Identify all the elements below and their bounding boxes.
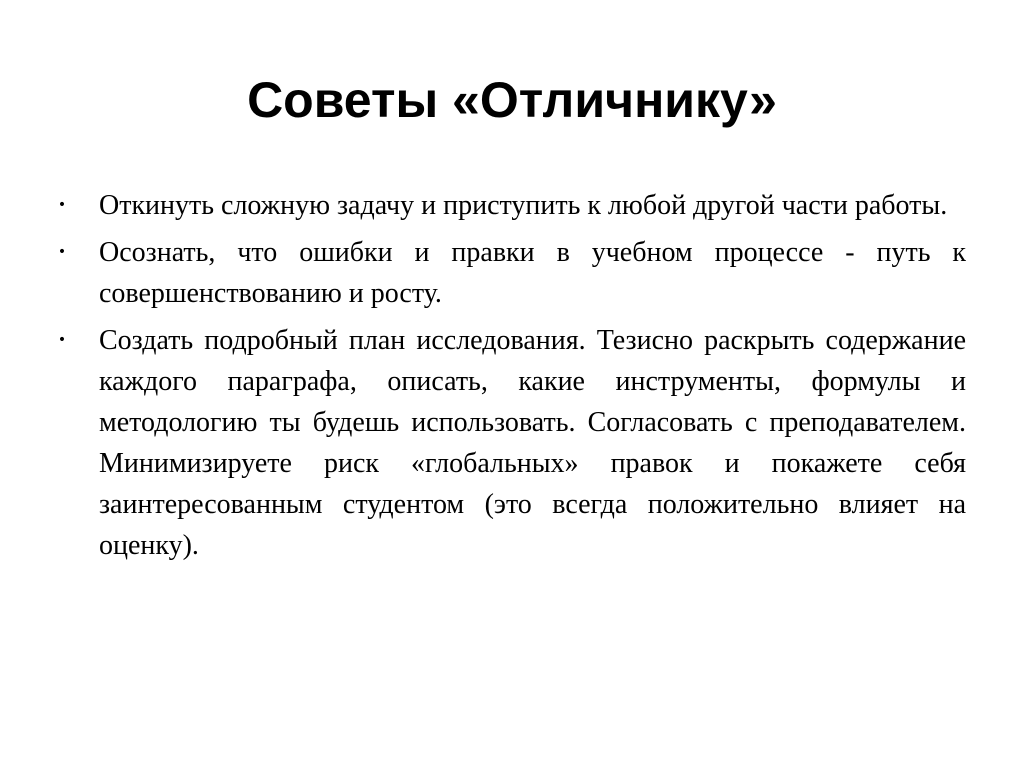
bullet-icon: •: [57, 197, 67, 213]
bullet-text: Осознать, что ошибки и правки в учебном процессе - путь к совершенствованию и росту.: [99, 237, 966, 309]
bullet-icon: •: [57, 332, 67, 348]
bullet-text: Откинуть сложную задачу и приступить к любой другой части работы.: [99, 190, 948, 221]
bullet-text: Создать подробный план исследования. Тезисно раскрыть содержание каждого параграфа, описать, какие инструменты, формулы и методологию ты будешь использовать. Согласовать с преподавателем. Минимизируете риск «глобальных» правок и покажете себя заинтересованным студентом (это всегда положительно влияет на оценку).: [99, 325, 966, 561]
bullet-list: [56, 185, 966, 572]
bullet-icon: •: [57, 244, 67, 260]
slide-title: Советы «Отличнику»: [247, 72, 777, 128]
list-item: [56, 320, 966, 566]
list-item: [56, 232, 966, 314]
list-item: [56, 185, 966, 226]
